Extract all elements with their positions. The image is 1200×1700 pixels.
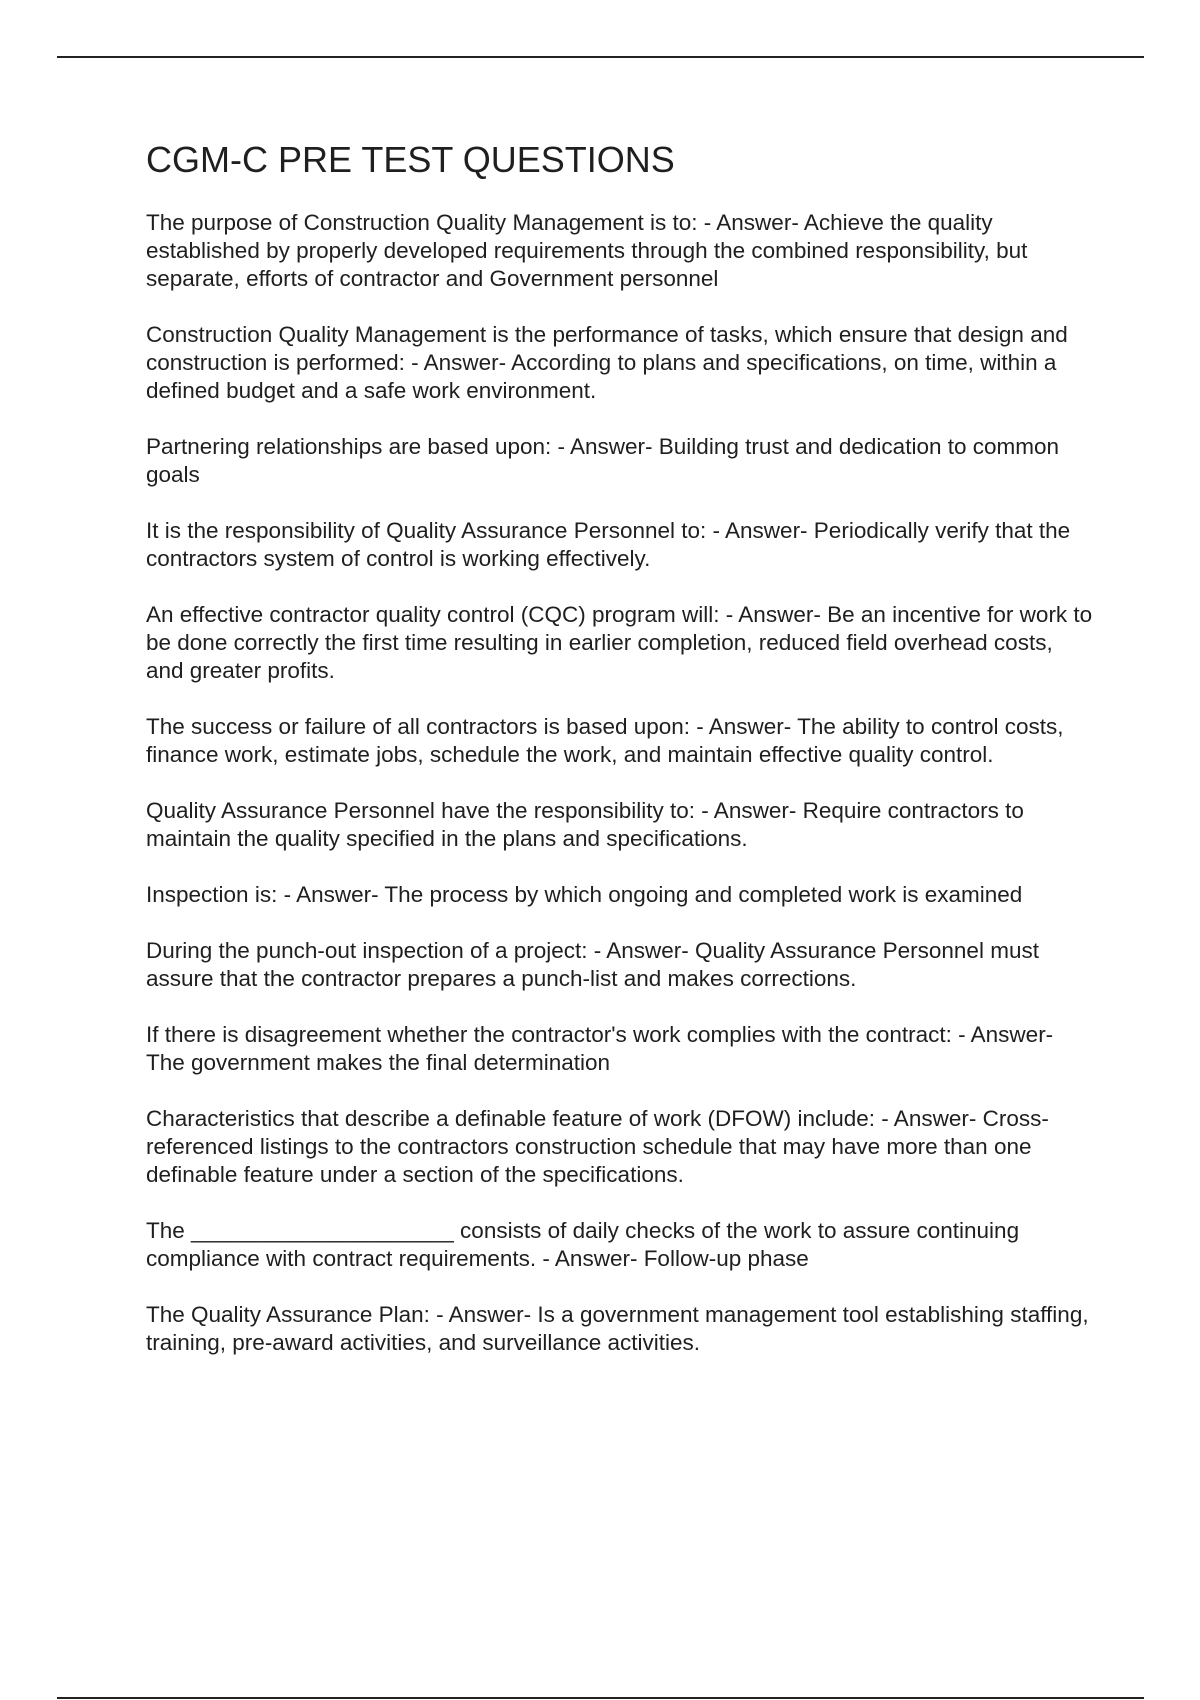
qa-item-11: Characteristics that describe a definable feature of work (DFOW) include: - Answer- Cross-referenced listings to the contractors construction schedule that may have more than one definable feature under a section of the specifications. <box>146 1106 1049 1188</box>
qa-item-7: Quality Assurance Personnel have the responsibility to: - Answer- Require contractors to maintain the quality specified in the plans and specifications. <box>146 798 1024 852</box>
qa-item-8: Inspection is: - Answer- The process by which ongoing and completed work is examined <box>146 882 1023 908</box>
header-rule <box>57 56 1144 58</box>
document-body <box>146 138 1096 1385</box>
qa-item-13: The Quality Assurance Plan: - Answer- Is a government management tool establishing staffing, training, pre-award activities, and surveillance activities. <box>146 1302 1089 1356</box>
qa-item-10: If there is disagreement whether the contractor's work complies with the contract: - Answer- The government makes the final determination <box>146 1022 1054 1076</box>
qa-item-1: The purpose of Construction Quality Management is to: - Answer- Achieve the quality established by properly developed requirements through the combined responsibility, but separate, efforts of contractor and Government personnel <box>146 210 1028 292</box>
qa-item-5: An effective contractor quality control (CQC) program will: - Answer- Be an incentive for work to be done correctly the first time resulting in earlier completion, reduced field overhead costs, and greater profits. <box>146 602 1093 684</box>
qa-item-3: Partnering relationships are based upon: - Answer- Building trust and dedication to common goals <box>146 434 1060 488</box>
qa-list <box>146 209 1096 1357</box>
document-title: CGM-C PRE TEST QUESTIONS <box>146 139 675 180</box>
qa-item-4: It is the responsibility of Quality Assurance Personnel to: - Answer- Periodically verify that the contractors system of control is working effectively. <box>146 518 1071 572</box>
qa-item-9: During the punch-out inspection of a project: - Answer- Quality Assurance Personnel must assure that the contractor prepares a punch-list and makes corrections. <box>146 938 1039 992</box>
qa-item-12: The _____________________ consists of daily checks of the work to assure continuing compliance with contract requirements. - Answer- Follow-up phase <box>146 1218 1020 1272</box>
qa-item-2: Construction Quality Management is the performance of tasks, which ensure that design and construction is performed: - Answer- According to plans and specifications, on time, within a defined budget and a safe work environment. <box>146 322 1068 404</box>
footer-rule <box>57 1697 1144 1699</box>
qa-item-6: The success or failure of all contractors is based upon: - Answer- The ability to control costs, finance work, estimate jobs, schedule the work, and maintain effective quality control. <box>146 714 1064 768</box>
